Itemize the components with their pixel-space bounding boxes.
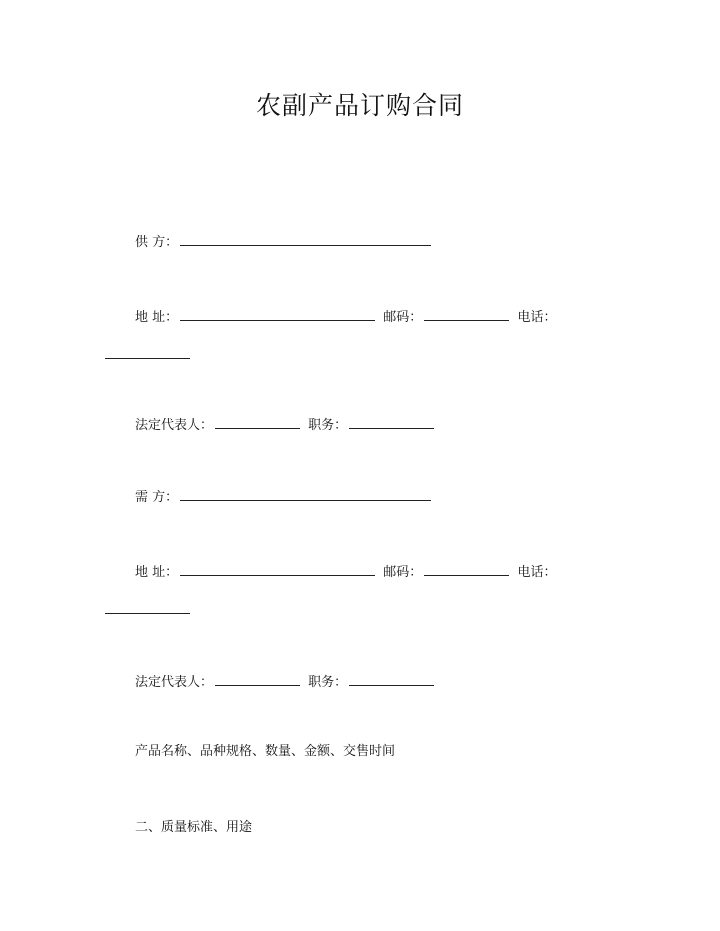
position-label: 职务：	[308, 418, 348, 433]
buyer-label: 需 方：	[135, 490, 179, 505]
phone-label: 电话：	[517, 310, 557, 325]
buyer-address-blank[interactable]	[180, 561, 375, 576]
supplier-phone-line	[105, 344, 194, 362]
phone-label: 电话：	[517, 565, 557, 580]
buyer-name-blank[interactable]	[180, 486, 431, 501]
postcode-label: 邮码：	[383, 310, 423, 325]
buyer-phone-line	[105, 599, 194, 617]
legal-rep-label: 法定代表人：	[135, 418, 214, 433]
section-heading-2: 二、质量标准、用途	[135, 820, 253, 835]
buyer-position-blank[interactable]	[349, 671, 434, 686]
postcode-label: 邮码：	[383, 565, 423, 580]
buyer-postcode-blank[interactable]	[424, 561, 509, 576]
legal-rep-label: 法定代表人：	[135, 675, 214, 690]
supplier-rep-blank[interactable]	[215, 414, 300, 429]
address-label: 地 址：	[135, 565, 179, 580]
section-heading-1: 产品名称、品种规格、数量、金额、交售时间	[135, 744, 396, 759]
buyer-phone-blank[interactable]	[105, 599, 190, 614]
supplier-rep-line	[135, 414, 438, 432]
supplier-label: 供 方：	[135, 235, 179, 250]
position-label: 职务：	[308, 675, 348, 690]
buyer-party-line	[135, 486, 435, 504]
supplier-position-blank[interactable]	[349, 414, 434, 429]
supplier-party-line	[135, 231, 435, 249]
document-title: 农副产品订购合同	[255, 91, 464, 120]
buyer-rep-blank[interactable]	[215, 671, 300, 686]
supplier-name-blank[interactable]	[180, 231, 431, 246]
buyer-rep-line	[135, 671, 438, 689]
supplier-postcode-blank[interactable]	[424, 306, 509, 321]
address-label: 地 址：	[135, 310, 179, 325]
supplier-phone-blank[interactable]	[105, 344, 190, 359]
supplier-address-blank[interactable]	[180, 306, 375, 321]
buyer-address-line	[135, 561, 556, 579]
supplier-address-line	[135, 306, 556, 324]
